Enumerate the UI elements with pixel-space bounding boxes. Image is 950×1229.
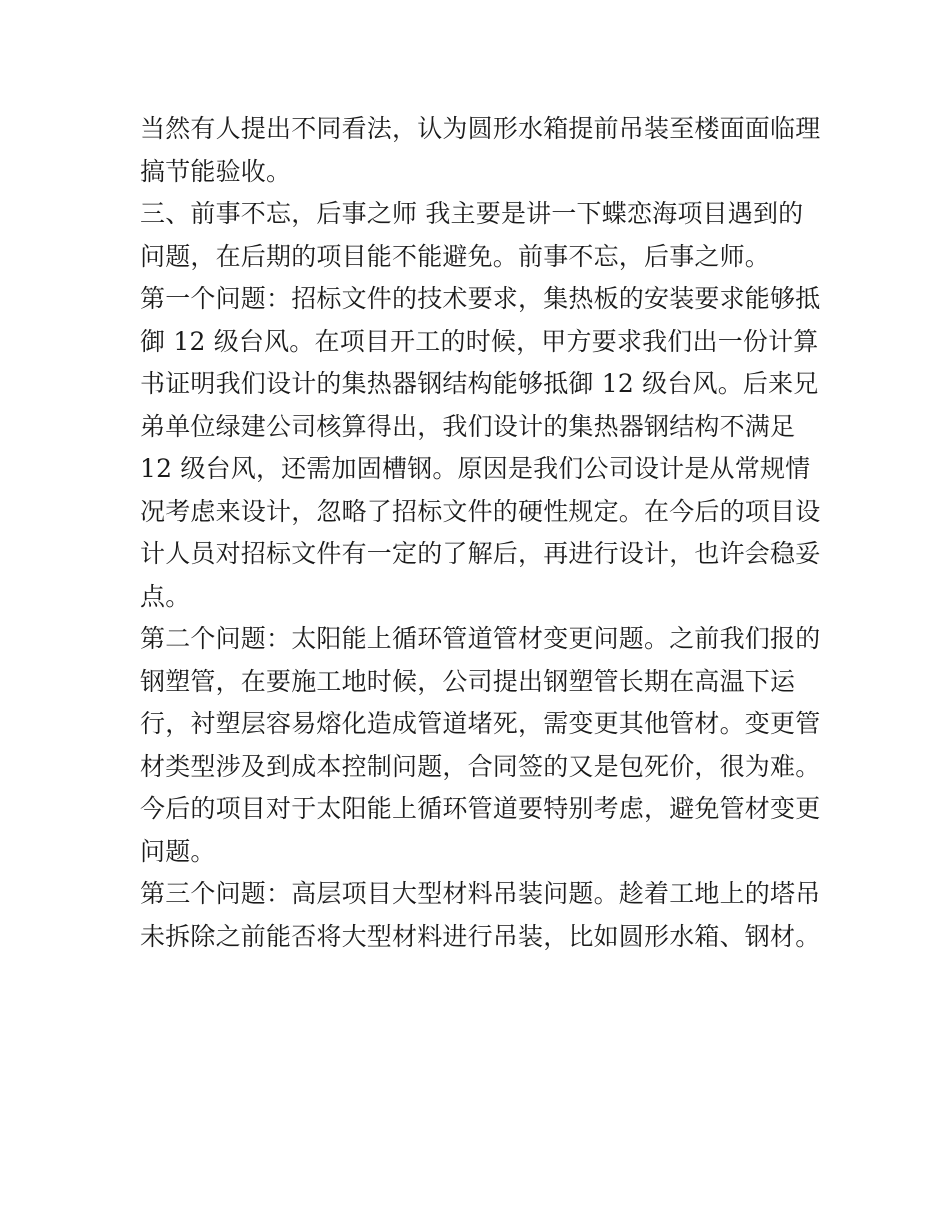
text-line: 第一个问题：招标文件的技术要求，集热板的安装要求能够抵: [140, 284, 821, 313]
text-line: 第三个问题：高层项目大型材料吊装问题。趁着工地上的塔吊: [140, 879, 821, 908]
text-line: 问题。: [140, 836, 216, 866]
text-line: 书证明我们设计的集热器钢结构能够抵御 12 级台风。后来兄: [140, 369, 819, 398]
text-line: 行，衬塑层容易熔化造成管道堵死，需变更其他管材。变更管: [140, 709, 821, 738]
text-line: 弟单位绿建公司核算得出，我们设计的集热器钢结构不满足: [140, 411, 796, 441]
text-line: 12 级台风，还需加固槽钢。原因是我们公司设计是从常规情: [140, 454, 811, 483]
text-line: 御 12 级台风。在项目开工的时候，甲方要求我们出一份计算: [140, 326, 819, 356]
text-line: 三、前事不忘，后事之师 我主要是讲一下蝶恋海项目遇到的: [140, 199, 804, 228]
text-line: 今后的项目对于太阳能上循环管道要特别考虑，避免管材变更: [140, 794, 821, 823]
text-line: 钢塑管，在要施工地时候，公司提出钢塑管长期在高温下运: [140, 666, 796, 696]
text-line: 点。: [140, 581, 191, 611]
document-body: [140, 108, 820, 958]
text-line: 况考虑来设计，忽略了招标文件的硬性规定。在今后的项目设: [140, 496, 821, 526]
text-line: 未拆除之前能否将大型材料进行吊装，比如圆形水箱、钢材。: [140, 921, 821, 951]
text-line: 搞节能验收。: [140, 156, 292, 186]
text-line: 第二个问题：太阳能上循环管道管材变更问题。之前我们报的: [140, 624, 821, 653]
text-line: 问题，在后期的项目能不能避免。前事不忘，后事之师。: [140, 241, 771, 271]
text-line: 当然有人提出不同看法，认为圆形水箱提前吊装至楼面面临理: [140, 114, 821, 143]
text-line: 计人员对招标文件有一定的了解后，再进行设计，也许会稳妥: [140, 539, 821, 568]
text-line: 材类型涉及到成本控制问题，合同签的又是包死价，很为难。: [140, 751, 821, 781]
